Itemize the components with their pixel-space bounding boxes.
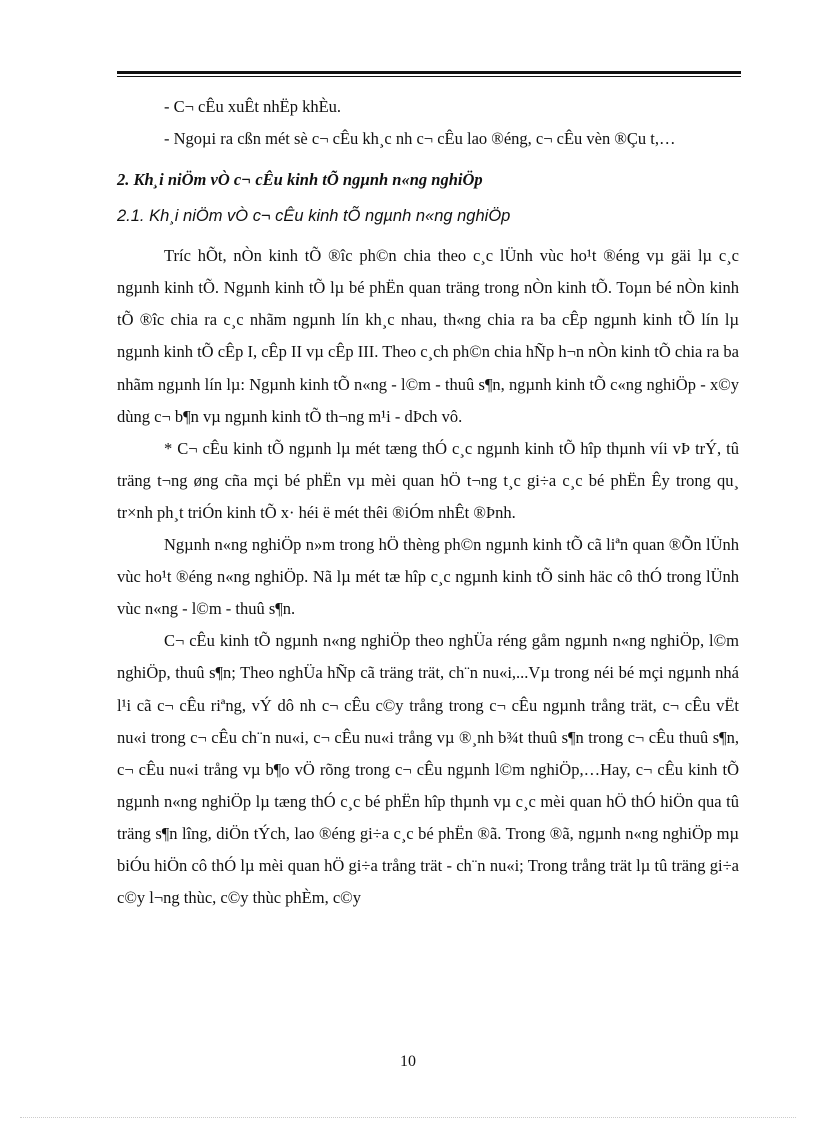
document-body	[117, 91, 739, 914]
header-rule	[117, 71, 741, 77]
bullet-item: - Ngoµi ra cßn mét sè c¬ cÊu kh¸c nh c¬ cÊu lao ®éng, c¬ cÊu vèn ®Çu t,…	[164, 129, 676, 149]
paragraph: Tríc hÕt, nÒn kinh tÕ ®îc ph©n chia theo c¸c lÜnh vùc ho¹t ®éng vµ gäi lµ c¸c ngµnh kinh tÕ. Ngµnh kinh tÕ lµ bé phËn quan träng trong nÒn kinh tÕ. Toµn bé nÒn kinh tÕ ®îc chia ra c¸c nhãm ngµnh lín kh¸c nhau, th«ng chia ra ba cÊp ngµnh kinh tÕ lín lµ ngµnh kinh tÕ cÊp I, cÊp II vµ cÊp III. Theo c¸ch ph©n chia hÑp h¬n nÒn kinh tÕ chia ra ba nhãm ngµnh lín lµ: Ngµnh kinh tÕ n«ng - l©m - thuû s¶n, ngµnh kinh tÕ c«ng nghiÖp - x©y dùng c¬ b¶n vµ ngµnh kinh tÕ th¬ng m¹i - dÞch vô.	[117, 246, 740, 426]
page-number: 10	[400, 1053, 416, 1070]
paragraph: C¬ cÊu kinh tÕ ngµnh n«ng nghiÖp theo nghÜa réng gåm ngµnh n«ng nghiÖp, l©m nghiÖp, thuû s¶n; Theo nghÜa hÑp cã träng trät, ch¨n nu«i,...Vµ trong néi bé mçi ngµnh nhá l¹i cã c¬ cÊu riªng, vÝ dô nh c¬ cÊu c©y trång trong c¬ cÊu ngµnh trång trät, c¬ cÊu vËt nu«i trong c¬ cÊu ch¨n nu«i, c¬ cÊu nu«i trång vµ ®¸nh b¾t thuû s¶n trong c¬ cÊu thuû s¶n, c¬ cÊu nu«i trång vµ b¶o vÖ rõng trong c¬ cÊu ngµnh l©m nghiÖp,…Hay, c¬ cÊu kinh tÕ ngµnh n«ng nghiÖp lµ tæng thÓ c¸c bé phËn hîp thµnh vµ c¸c mèi quan hÖ thÓ hiÖn qua tû träng s¶n lîng, diÖn tÝch, lao ®éng gi÷a c¸c bé phËn ®ã. Trong ®ã, ngµnh n«ng nghiÖp mµ biÓu hiÖn cô thÓ lµ mèi quan hÖ gi÷a trång trät - ch¨n nu«i; Trong trång trät lµ tû träng gi÷a c©y l¬ng thùc, c©y thùc phÈm, c©y	[117, 631, 739, 908]
bullet-item: - C¬ cÊu xuÊt nhËp khÈu.	[164, 97, 342, 116]
page-bottom-border	[20, 1117, 796, 1118]
section-heading: 2. Kh¸i niÖm vÒ c¬ cÊu kinh tÕ ngµnh n«ng nghiÖp	[117, 170, 483, 190]
subsection-heading: 2.1. Kh¸i niÖm vÒ c¬ cÊu kinh tÕ ngµnh n«ng nghiÖp	[117, 207, 511, 226]
paragraph: * C¬ cÊu kinh tÕ ngµnh lµ mét tæng thÓ c¸c ngµnh kinh tÕ hîp thµnh víi vÞ trÝ, tû träng t¬ng øng cña mçi bé phËn vµ mèi quan hÖ t¬ng t¸c gi÷a c¸c bé phËn Êy trong qu¸ tr×nh ph¸t triÓn kinh tÕ x· héi ë mét thêi ®iÓm nhÊt ®Þnh.	[117, 438, 739, 522]
paragraph: Ngµnh n«ng nghiÖp n»m trong hÖ thèng ph©n ngµnh kinh tÕ cã liªn quan ®Õn lÜnh vùc ho¹t ®éng n«ng nghiÖp. Nã lµ mét tæ hîp c¸c ngµnh kinh tÕ sinh häc cô thÓ trong lÜnh vùc n«ng - l©m - thuû s¶n.	[117, 535, 739, 619]
